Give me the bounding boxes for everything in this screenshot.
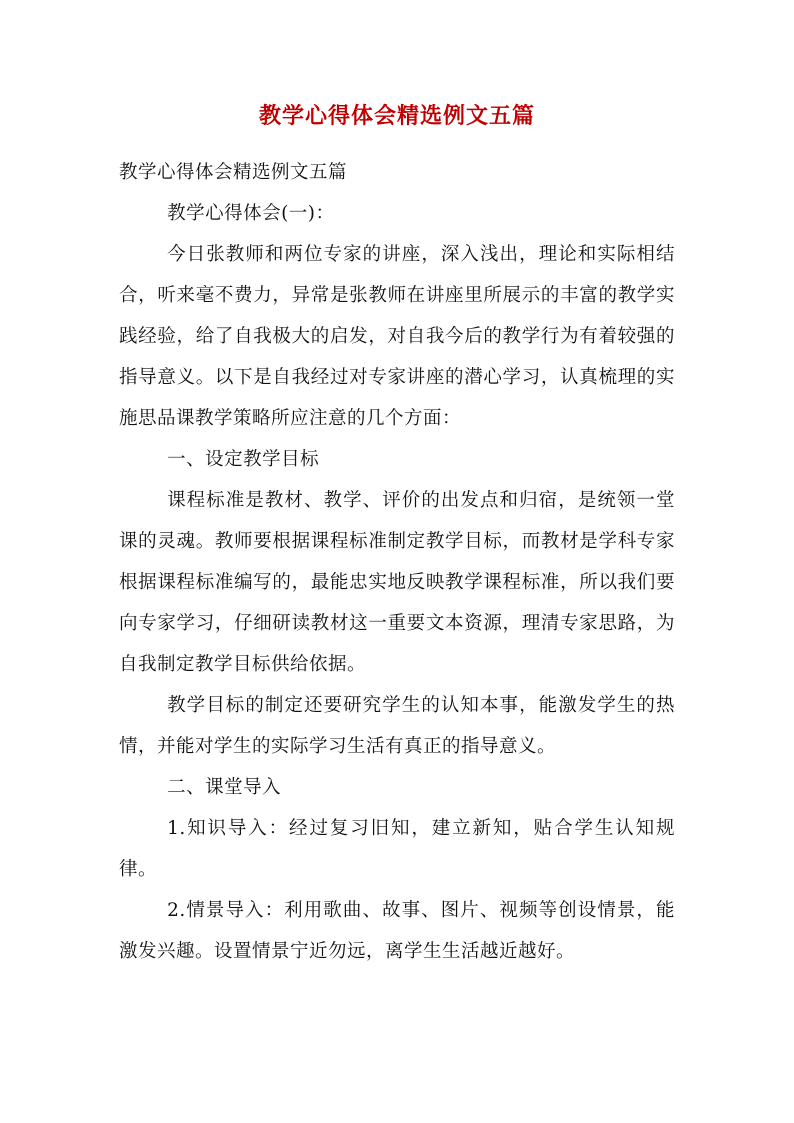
document-body bbox=[119, 152, 675, 972]
paragraph: 1.知识导入：经过复习旧知，建立新知，贴合学生认知规律。 bbox=[119, 818, 675, 880]
section-heading: 教学心得体会(一)： bbox=[167, 203, 335, 224]
document-title: 教学心得体会精选例文五篇 bbox=[258, 103, 535, 129]
paragraph: 今日张教师和两位专家的讲座，深入浅出，理论和实际相结合，听来毫不费力，异常是张教师在讲座里所展示的丰富的教学实践经验，给了自我极大的启发，对自我今后的教学行为有着较强的指导意义。以下是自我经过对专家讲座的潜心学习，认真梳理的实施思品课教学策略所应注意的几个方面： bbox=[119, 244, 675, 429]
paragraph: 教学目标的制定还要研究学生的认知本事，能激发学生的热情，并能对学生的实际学习生活有真正的指导意义。 bbox=[119, 695, 675, 757]
section-heading: 二、课堂导入 bbox=[167, 777, 282, 798]
paragraph: 课程标准是教材、教学、评价的出发点和归宿，是统领一堂课的灵魂。教师要根据课程标准制定教学目标，而教材是学科专家根据课程标准编写的，最能忠实地反映教学课程标准，所以我们要向专家学习，仔细研读教材这一重要文本资源，理清专家思路，为自我制定教学目标供给依据。 bbox=[119, 490, 675, 675]
paragraph: 2.情景导入：利用歌曲、故事、图片、视频等创设情景，能激发兴趣。设置情景宁近勿远，离学生生活越近越好。 bbox=[119, 900, 675, 962]
document-subtitle: 教学心得体会精选例文五篇 bbox=[119, 162, 348, 183]
section-heading: 一、设定教学目标 bbox=[167, 449, 320, 470]
